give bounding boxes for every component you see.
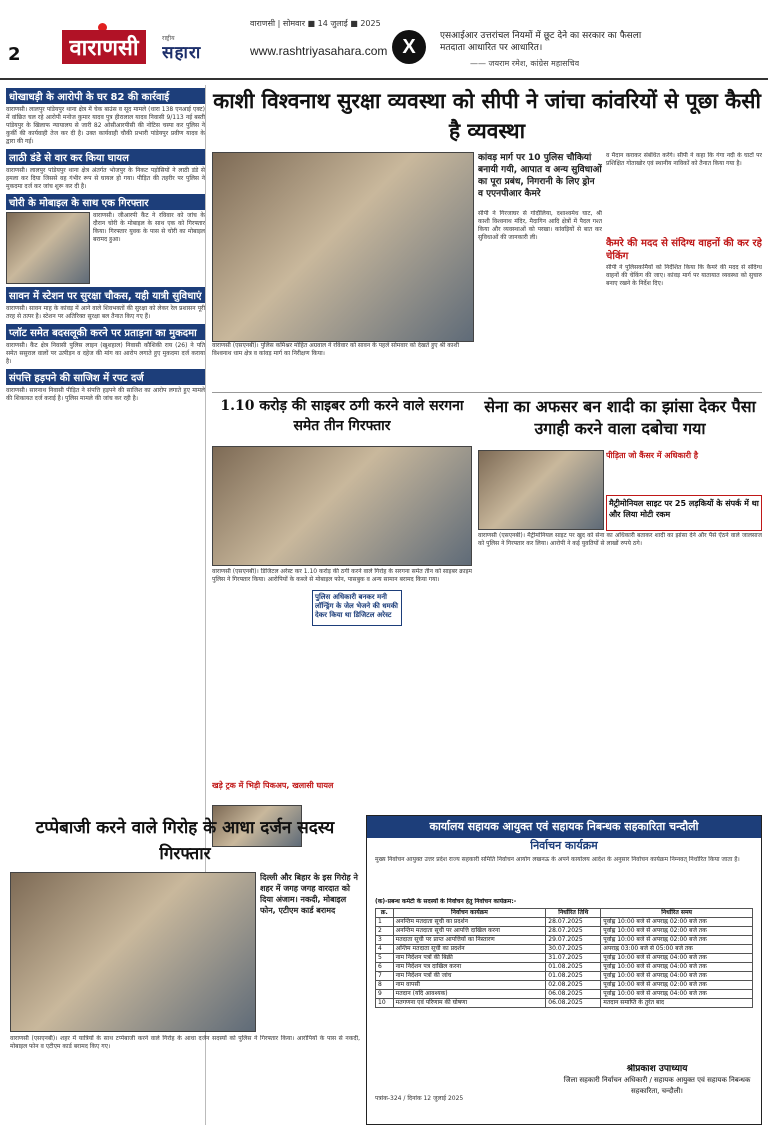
signatory-title: जिला सहकारी निर्वाचन अधिकारी / सहायक आयुक्त एवं सहायक निबन्धक सहकारिता, चन्दौली। [563,1076,751,1095]
story-headline: चोरी के मोबाइल के साथ एक गिरफ्तार [6,194,205,210]
table-row [376,945,753,954]
lead-crosshead: कैमरे की मदद से संदिग्ध वाहनों की कर रहे चेकिंग [606,238,762,262]
page-number: 2 [8,44,21,65]
table-cell: पूर्वाह्न 10:00 बजे से अपराह्न 02:00 बजे तक [601,981,753,990]
army-side-text: पीड़िता जो कैंसर में अधिकारी है [606,451,699,460]
divider [212,392,762,393]
website-url[interactable]: www.rashtriyasahara.com [250,44,388,58]
table-cell: नाम निर्देशन पत्रों की जांच [393,972,546,981]
table-cell: पूर्वाह्न 10:00 बजे से अपराह्न 02:00 बजे तक [601,936,753,945]
bottom-photo [10,872,256,1032]
table-cell: 9 [376,990,394,999]
story-headline: सावन में स्टेशन पर सुरक्षा चौकस, यही यात्री सुविधाएं [6,287,205,303]
x-logo-icon: X [392,30,426,64]
brief-headline: खड़े ट्रक में भिड़ी पिकअप, खलासी घायल [212,781,334,790]
cyber-body: वाराणसी (एसएनबी)। डिजिटल अरेस्ट कर 1.10 करोड़ की ठगी करने वाले गिरोह के सरगना समेत तीन को साइबर क्राइम पुलिस ने गिरफ्तार किया। आरोपियों के कब्जे से मोबाइल फोन, पासबुक व अन्य सामान बरामद किया गया। [212,568,472,583]
table-cell: 29.07.2025 [546,936,601,945]
story-body: वाराणसी। सावन माह के कांवड़ में आने वाले शिवभक्तों की सुरक्षा को लेकर रेल प्रशासन पूरी तरह से तत्पर है। स्टेशन पर अतिरिक्त सुरक्षा बल तैनात किए गए हैं। [6,305,205,320]
table-cell: 7 [376,972,394,981]
table-row [376,927,753,936]
dateline: वाराणसी | सोमवार ■ 14 जुलाई ■ 2025 [250,19,381,28]
election-notice [366,815,762,1125]
table-cell: 6 [376,963,394,972]
table-cell: पूर्वाह्न 10:00 बजे से अपराह्न 04:00 बजे तक [601,972,753,981]
story-body: वाराणसी। कैंट क्षेत्र निवासी पुलिस लाइन (खुशहाल) निवासी कौशिकी राय (26) ने पति समेत ससुराल वालों पर उत्पीड़न व दहेज की मांग का आरोप लगाते हुए मुकदमा दर्ज कराया है। [6,342,205,365]
lead-body: व मैदान कराकर संबंधित करेंगे। सीपी ने कहा कि गंगा नदी के घाटों पर प्रशिक्षित गोताखोर एवं स्थानीय नाविकों को तैनात किया गया है। [606,152,762,167]
table-cell: 2 [376,927,394,936]
table-cell: 4 [376,945,394,954]
table-cell: नाम निर्देशन पत्रों की बिक्री [393,954,546,963]
table-cell: मतदाता सूची पर प्राप्त आपत्तियों का निस्तारण [393,936,546,945]
table-row [376,918,753,927]
lead-body: सीपी ने गिरजाघर से गोदौलिया, दशाश्वमेध घाट, श्री काशी विश्वनाथ मंदिर, मैदागिन आदि क्षेत्रों में पैदल गश्त किया और व्यवस्थाओं को परखा। कांवड़ियों से बात कर सुविधाओं की जानकारी ली। [478,210,602,241]
table-cell: पूर्वाह्न 10:00 बजे से अपराह्न 04:00 बजे तक [601,990,753,999]
table-cell: अपराह्न 03:00 बजे से 05:00 बजे तक [601,945,753,954]
notice-table [375,908,753,1008]
bottom-side-text: दिल्ली और बिहार के इस गिरोह ने शहर में जगह जगह वारदात को दिया अंजाम। नकदी, मोबाइल फोन, एटीएम कार्ड बरामद [260,873,358,915]
table-cell: अन्तिम मतदाता सूची का प्रदर्शन [393,945,546,954]
bottom-headline: टप्पेबाजी करने वाले गिरोह के आधा दर्जन सदस्य गिरफ्तार [35,818,335,864]
table-cell: 01.08.2025 [546,972,601,981]
table-cell: अनन्तिम मतदाता सूची का प्रदर्शन [393,918,546,927]
notice-signature [557,1064,757,1097]
table-header-cell: निर्धारित तिथि [546,909,601,918]
table-row [376,963,753,972]
notice-subtitle: निर्वाचन कार्यक्रम [530,839,598,852]
table-cell: पूर्वाह्न 10:00 बजे से अपराह्न 04:00 बजे तक [601,954,753,963]
cyber-headline: 1.10 करोड़ की साइबर ठगी करने वाले सरगना समेत तीन गिरफ्तार [220,398,464,434]
table-row [376,999,753,1008]
story-body: वाराणसी। सारनाथ निवासी पीड़ित ने संपत्ति हड़पने की साजिश का आरोप लगाते हुए मामले की शिकायत दर्ज कराई है। पुलिस मामले की जांच कर रही है। [6,387,205,402]
table-cell: 30.07.2025 [546,945,601,954]
logo-tag: राष्ट्रीय [162,35,175,42]
table-cell: 8 [376,981,394,990]
table-row [376,936,753,945]
table-cell: 02.08.2025 [546,981,601,990]
army-headline: सेना का अफसर बन शादी का झांसा देकर पैसा उगाही करने वाला दबोचा गया [484,397,756,438]
table-cell: 10 [376,999,394,1008]
quote-text: एसआईआर उत्तरांचल नियमों में छूट देने का सरकार का फैसला मतदाता आधारित पर आधारित। [440,31,642,53]
army-highlight-box: मैट्रीमोनियल साइट पर 25 लड़कियों के संपर्क में था और लिया मोटी रकम [606,495,762,531]
table-cell: 5 [376,954,394,963]
table-cell: 28.07.2025 [546,927,601,936]
table-cell: पूर्वाह्न 10:00 बजे से अपराह्न 02:00 बजे तक [601,918,753,927]
bottom-body: वाराणसी (एसएनबी)। शहर में यात्रियों के साथ टप्पेबाजी करने वाले गिरोह के आधा दर्जन सदस्यों को पुलिस ने गिरफ्तार किया। आरोपियों के पास से नकदी, मोबाइल फोन व एटीएम कार्ड बरामद किए गए। [10,1035,360,1050]
table-cell: 31.07.2025 [546,954,601,963]
lead-body: सीपी ने पुलिसकर्मियों को निर्देशित किया कि कैमरे की मदद से संदिग्ध वाहनों की चेकिंग की जाए। कांवड़ मार्ग पर यातायात व्यवस्था को सुचारु बनाए रखने के निर्देश दिए। [606,264,762,287]
quote-byline: —— जयराम रमेश, कांग्रेस महासचिव [470,59,580,68]
army-body: वाराणसी (एसएनबी)। मैट्रीमोनियल साइट पर खुद को सेना का अधिकारी बताकर शादी का झांसा देने और पैसे ऐंठने वाले जालसाज को पुलिस ने गिरफ्तार कर लिया। आरोपी ने कई युवतियों से लाखों रुपये ठगे। [478,532,762,547]
table-cell: 06.08.2025 [546,990,601,999]
story-body: वाराणसी। लालपुर पांडेयपुर थाना क्षेत्र अंतर्गत भोजपुर के निकट पड़ोसियों ने लाठी डंडे से हमला कर दिया जिससे वह गंभीर रूप से घायल हो गया। पीड़ित की तहरीर पर पुलिस ने मुकदमा दर्ज कर जांच शुरू कर दी है। [6,167,205,190]
notice-table-wrap [375,898,753,1008]
table-cell: 3 [376,936,394,945]
table-cell: 01.08.2025 [546,963,601,972]
story-headline: प्लॉट समेत बदसलूकी करने पर प्रताड़ना का मुकदमा [6,324,205,340]
table-row [376,981,753,990]
lead-subhead: कांवड़ मार्ग पर 10 पुलिस चौकियां बनायी गयी, आपात व अन्य सुविधाओं का पूरा प्रबंध, निगरानी के लिए ड्रोन व एएनपीआर कैमरे [478,153,602,199]
city-badge: वाराणसी [62,30,146,64]
table-header-cell: क्र. [376,909,394,918]
table-cell: 28.07.2025 [546,918,601,927]
story-body: वाराणसी। लालपुर पांडेयपुर थाना क्षेत्र में चेक बाउंस व सूद मामले (धारा 138 एनआई एक्ट) में वांछित चल रहे आरोपी मनोज कुमार यादव पुत्र हीरालाल यादव निवासी 9/113 नई बस्ती पांडेयपुर के खिलाफ न्यायालय से जारी 82 ओसीआरपीसी की नोटिस चस्पा कर पुलिस ने कुर्की की कार्यवाही तेज कर दी है। उक्त कार्यवाही चौकी प्रभारी पांडेयपुर प्रवीण यादव के द्वारा की गई। [6,106,205,145]
table-cell: 1 [376,918,394,927]
notice-title: कार्यालय सहायक आयुक्त एवं सहायक निबन्धक सहकारिता चन्दौली [367,816,761,838]
story-body: वाराणसी। जीआरपी कैंट ने रविवार को जांच के दौरान चोरी के मोबाइल के साथ एक को गिरफ्तार किया। गिरफ्तार युवक के पास से चोरी का मोबाइल बरामद हुआ। [93,212,205,243]
table-header-cell: निर्वाचन कार्यक्रम [393,909,546,918]
table-cell: अनन्तिम मतदाता सूची पर आपत्ति दाखिल करना [393,927,546,936]
story-headline: लाठी डंडे से वार कर किया घायल [6,149,205,165]
table-cell: 06.08.2025 [546,999,601,1008]
table-header-cell: निर्धारित समय [601,909,753,918]
table-row [376,954,753,963]
story-headline: धोखाधड़ी के आरोपी के घर 82 की कार्रवाई [6,88,205,104]
army-photo [478,450,604,530]
signatory-name: श्रीप्रकाश उपाध्याय [626,1064,688,1074]
cyber-inset: पुलिस अधिकारी बनकर मनी लॉन्ड्रिंग के जेल भेजने की धमकी देकर किया था डिजिटल अरेस्ट [312,590,402,626]
table-cell: पूर्वाह्न 10:00 बजे से अपराह्न 02:00 बजे तक [601,927,753,936]
table-cell: नाम निर्देशन पत्र दाखिल करना [393,963,546,972]
table-row [376,972,753,981]
table-cell: मतगणना एवं परिणाम की घोषणा [393,999,546,1008]
notice-table-label: (क)-प्रबन्ध कमेटी के सदस्यों के निर्वाचन हेतु निर्वाचन कार्यक्रम:- [375,898,517,905]
lead-headline: काशी विश्वनाथ सुरक्षा व्यवस्था को सीपी ने जांचा कांवरियों से पूछा कैसी है व्यवस्था [213,88,761,143]
lead-photo-caption: वाराणसी (एसएनबी)। पुलिस कमिश्नर मोहित अग्रवाल ने रविवार को सावन के पहले सोमवार को देखते हुए श्री काशी विश्वनाथ धाम क्षेत्र व कांवड़ मार्ग का निरीक्षण किया। [212,342,460,357]
notice-ref: पत्रांक-324 / दिनांक 12 जुलाई 2025 [375,1095,464,1102]
newspaper-logo: सहारा [162,43,202,63]
table-cell: मतदान समाप्ति के तुरंत बाद [601,999,753,1008]
story-photo [6,212,90,284]
story-headline: संपत्ति हड़पने की साजिश में रपट दर्ज [6,369,205,385]
table-cell: मतदान (यदि आवश्यक) [393,990,546,999]
table-cell: पूर्वाह्न 10:00 बजे से अपराह्न 04:00 बजे तक [601,963,753,972]
notice-intro: मुख्य निर्वाचन आयुक्त उत्तर प्रदेश राज्य सहकारी समिति निर्वाचन आयोग लखनऊ के अपने कार्यालय आदेश के अनुसार निर्वाचन कार्यक्रम निम्नवत् निर्धारित किया जाता है। [375,856,740,863]
cyber-photo [212,446,472,566]
table-cell: नाम वापसी [393,981,546,990]
table-row [376,990,753,999]
lead-photo [212,152,474,342]
